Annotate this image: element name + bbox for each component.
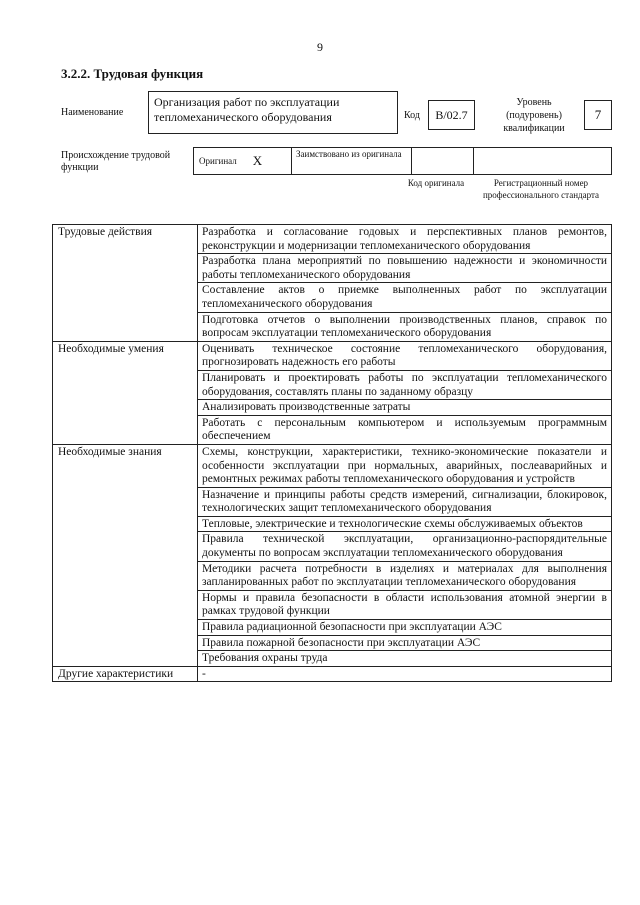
list-item: Планировать и проектировать работы по эксплуатации тепломеханического оборудования, составлять планы по заданному образцу [198, 370, 612, 399]
code-original-label: Код оригинала [407, 178, 465, 188]
function-table [52, 224, 612, 682]
list-item: Тепловые, электрические и технологические схемы обслуживаемых объектов [198, 516, 612, 532]
other-characteristics-value: - [198, 666, 612, 682]
table-row [53, 341, 612, 370]
page-number: 9 [317, 40, 323, 54]
original-mark: X [252, 153, 263, 168]
origin-row [193, 147, 612, 175]
reg-number-cell [473, 147, 612, 175]
section-title: 3.2.2. Трудовая функция [61, 66, 204, 81]
name-value: Организация работ по эксплуатации тепломеханического оборудования [148, 91, 398, 134]
code-value: B/02.7 [428, 100, 475, 130]
table-row [53, 444, 612, 487]
list-item: Анализировать производственные затраты [198, 400, 612, 416]
list-item: Составление актов о приемке выполненных работ по эксплуатации тепломеханического оборудования [198, 283, 612, 312]
list-item: Методики расчета потребности в изделиях и материалах для выполнения запланированных работ по эксплуатации тепломеханического оборудования [198, 561, 612, 590]
reg-number-label: Регистрационный номер профессионального стандарта [482, 178, 600, 200]
list-item: Назначение и принципы работы средств измерений, сигнализации, блокировок, технологических защит тепломеханического оборудования [198, 487, 612, 516]
level-value: 7 [584, 100, 612, 130]
other-characteristics-label: Другие характеристики [53, 666, 198, 682]
labor-actions-label: Трудовые действия [53, 225, 198, 342]
code-original-cell [411, 147, 473, 175]
table-row [53, 225, 612, 254]
list-item: Разработка и согласование годовых и перспективных планов ремонтов, реконструкции и модернизации тепломеханического оборудования [198, 225, 612, 254]
list-item: Нормы и правила безопасности в области использования атомной энергии в рамках трудовой функции [198, 590, 612, 619]
list-item: Оценивать техническое состояние тепломеханического оборудования, прогнозировать надежность его работы [198, 341, 612, 370]
list-item: Требования охраны труда [198, 651, 612, 667]
original-cell [193, 147, 291, 175]
name-label: Наименование [61, 107, 124, 118]
list-item: Схемы, конструкции, характеристики, технико-экономические показатели и особенности эксплуатации при нормальных, аварийных, послеаварийных и ремонтных режимах работы тепломеханического оборудования и устройств [198, 444, 612, 487]
required-knowledge-label: Необходимые знания [53, 444, 198, 666]
list-item: Разработка плана мероприятий по повышению надежности и экономичности работы тепломеханического оборудования [198, 254, 612, 283]
required-skills-label: Необходимые умения [53, 341, 198, 444]
list-item: Правила радиационной безопасности при эксплуатации АЭС [198, 620, 612, 636]
list-item: Работать с персональным компьютером и используемым программным обеспечением [198, 415, 612, 444]
list-item: Подготовка отчетов о выполнении производственных планов, справок по вопросам эксплуатации тепломеханического оборудования [198, 312, 612, 341]
level-label: Уровень (подуровень) квалификации [503, 97, 565, 134]
origin-label: Происхождение трудовой функции [61, 150, 171, 173]
list-item: Правила технической эксплуатации, организационно-распорядительные документы по вопросам эксплуатации тепломеханического оборудования [198, 532, 612, 561]
code-label: Код [404, 110, 420, 121]
original-label: Оригинал [199, 156, 237, 166]
table-row [53, 666, 612, 682]
list-item: Правила пожарной безопасности при эксплуатации АЭС [198, 635, 612, 651]
borrowed-label: Заимствовано из оригинала [291, 147, 411, 175]
